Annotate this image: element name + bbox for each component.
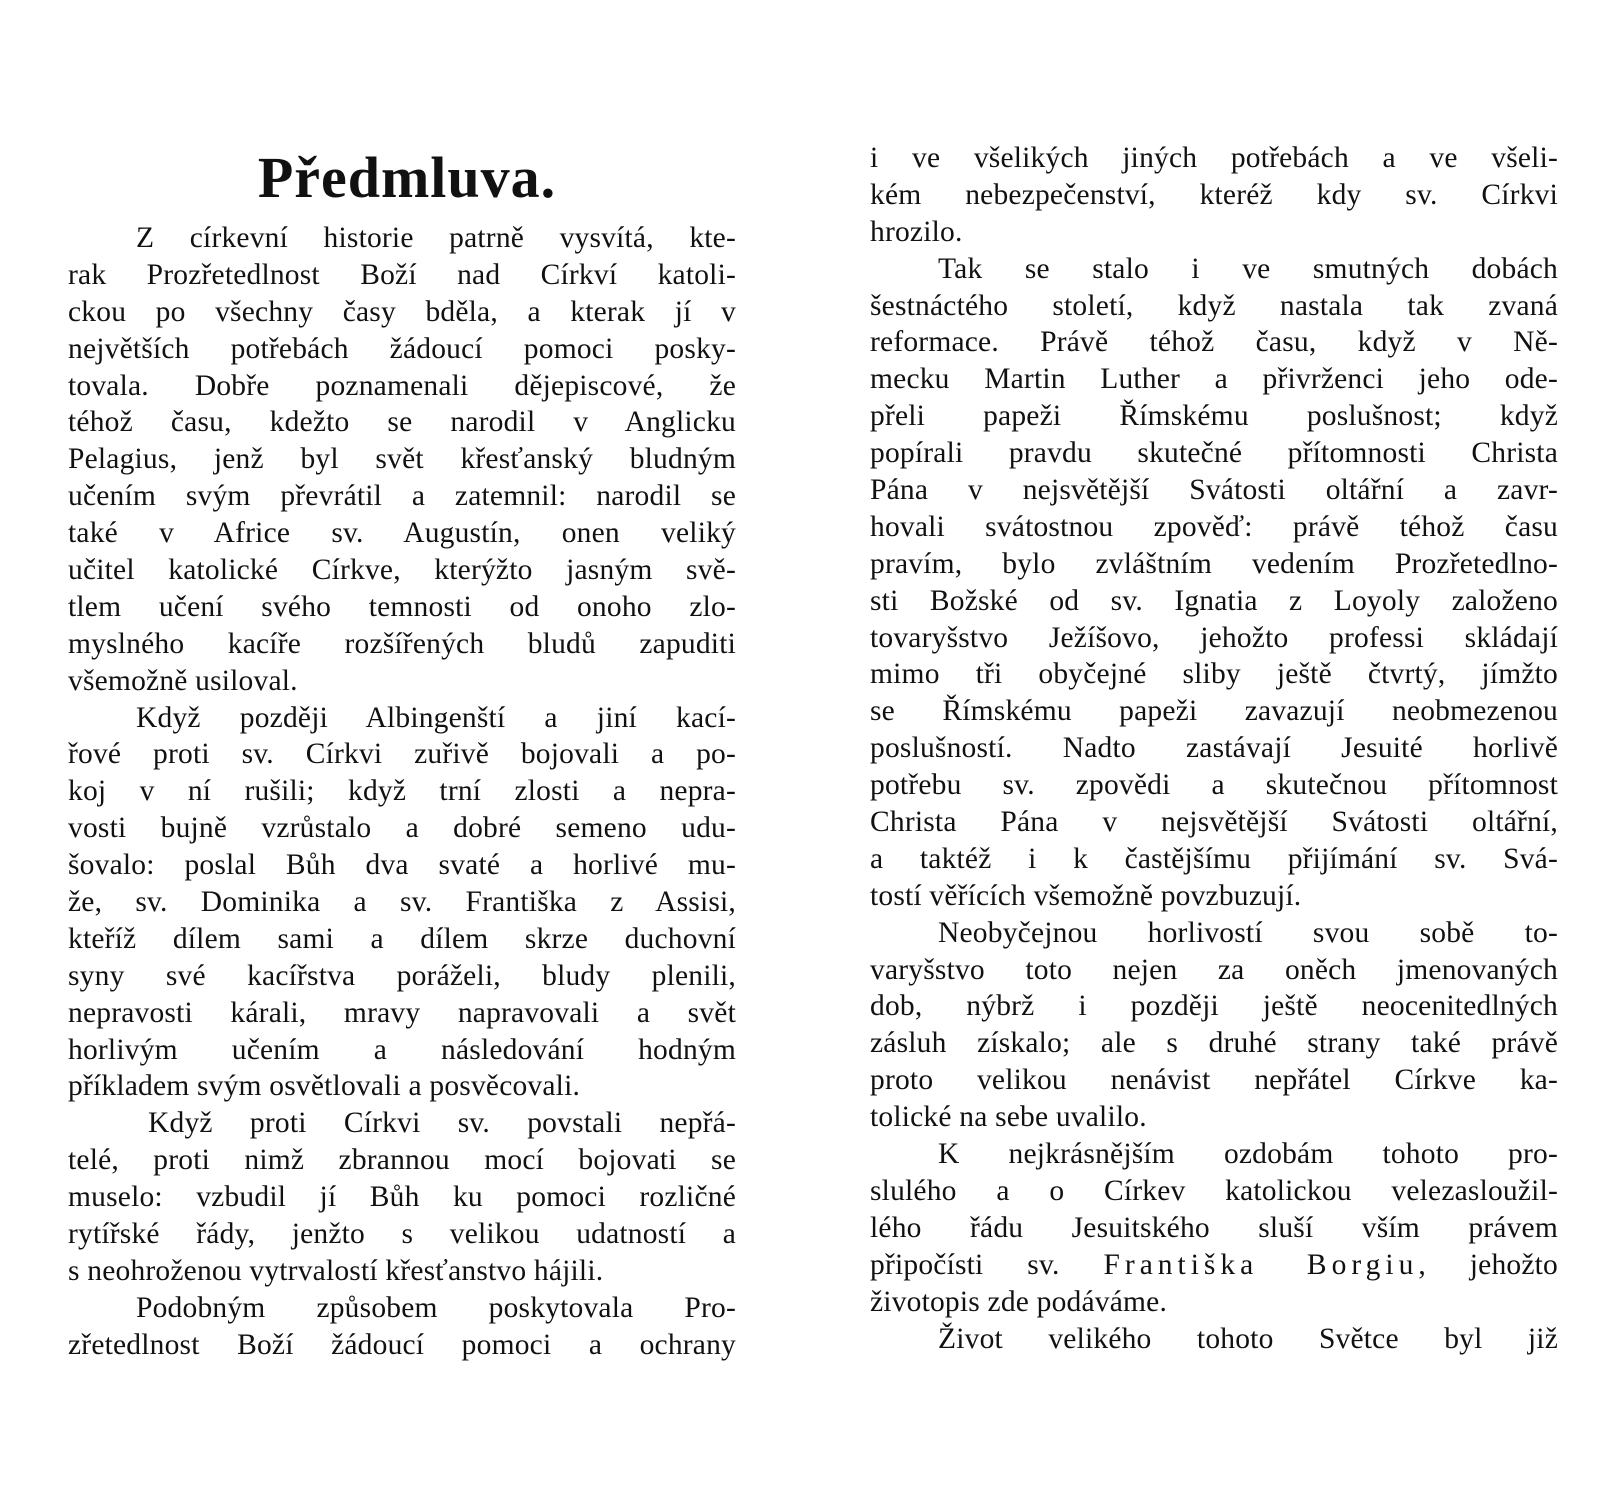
text-line: šovalo: poslal Bůh dva svaté a horlivé mu-: [68, 849, 736, 882]
text-line: nepravosti kárali, mravy napravovali a svět: [68, 996, 736, 1029]
text-line: že, sv. Dominika a sv. Františka z Assisi,: [68, 886, 736, 919]
text-line: učením svým převrátil a zatemnil: narodil se: [68, 480, 736, 513]
text-line: pravím, bylo zvláštním vedením Prozřetedlno-: [870, 547, 1558, 580]
text-line: se Římskému papeži zavazují neobmezenou: [870, 695, 1558, 728]
text-segment: , jehožto: [1418, 1248, 1559, 1281]
text-line: tovala. Dobře poznamenali dějepiscové, že: [68, 369, 736, 402]
text-segment: připočísti sv.: [870, 1248, 1060, 1281]
text-line: proto velikou nenávist nepřátel Církve ka-: [870, 1064, 1558, 1097]
text-line: učitel katolické Církve, kterýžto jasným svě-: [68, 554, 736, 587]
text-line: Podobným způsobem poskytovala Pro-: [136, 1291, 736, 1324]
text-line: ckou po všechny časy bděla, a kterak jí v: [68, 295, 736, 328]
text-line: tolické na sebe uvalilo.: [870, 1101, 1147, 1134]
text-line: hrozilo.: [870, 215, 963, 248]
text-line: popírali pravdu skutečné přítomnosti Christa: [870, 437, 1558, 470]
text-line: tlem učení svého temnosti od onoho zlo-: [68, 590, 736, 623]
text-line: hovali svátostnou zpověď: právě téhož času: [870, 510, 1558, 543]
text-line: kteříž dílem sami a dílem skrze duchovní: [68, 922, 736, 955]
text-line: poslušností. Nadto zastávají Jesuité horlivě: [870, 732, 1558, 765]
text-line: mecku Martin Luther a přivrženci jeho ode-: [870, 363, 1558, 396]
text-line: Když později Albingenští a jiní kací-: [136, 701, 736, 734]
text-line: téhož času, kdežto se narodil v Anglicku: [68, 406, 736, 439]
text-line: tostí věřících všemožně povzbuzují.: [870, 879, 1302, 912]
text-line: zásluh získalo; ale s druhé strany také právě: [870, 1027, 1558, 1060]
text-line: tovaryšstvo Ježíšovo, jehožto professi skládají: [870, 621, 1558, 654]
text-line: Když proti Církvi sv. povstali nepřá-: [148, 1107, 736, 1140]
text-line: rytířské řády, jenžto s velikou udatností a: [68, 1218, 736, 1251]
text-line: syny své kacířstva poráželi, bludy plenili,: [68, 959, 736, 992]
text-line: s neohroženou vytrvalostí křesťanstvo hájili.: [68, 1254, 604, 1287]
right-column: [870, 140, 1558, 1357]
text-line: i ve všelikých jiných potřebách a ve všeli-: [870, 142, 1558, 174]
text-line: horlivým učením a následování hodným: [68, 1033, 736, 1066]
text-line: a taktéž i k častějšímu přijímání sv. Svá-: [870, 842, 1558, 875]
text-line: muselo: vzbudil jí Bůh ku pomoci rozličné: [68, 1181, 736, 1214]
text-line: největších potřebách žádoucí pomoci posky-: [68, 332, 736, 365]
text-line: životopis zde podáváme.: [870, 1285, 1168, 1318]
text-line: Tak se stalo i ve smutných dobách: [938, 252, 1558, 285]
text-line: mimo tři obyčejné sliby ještě čtvrtý, jímžto: [870, 658, 1558, 691]
text-line: Pána v nejsvětější Svátosti oltářní a zavr-: [870, 474, 1558, 507]
text-line: myslného kacíře rozšířených bludů zapuditi: [68, 627, 736, 660]
page-title: Předmluva.: [257, 145, 557, 210]
text-line: Život velikého tohoto Světce byl již: [938, 1322, 1558, 1355]
text-line: řové proti sv. Církvi zuřivě bojovali a po-: [68, 738, 736, 771]
text-line: šestnáctého století, když nastala tak zvaná: [870, 289, 1558, 322]
text-line: potřebu sv. zpovědi a skutečnou přítomnost: [870, 769, 1558, 802]
text-line-mixed: [870, 1247, 1558, 1284]
text-line: reformace. Právě téhož času, když v Ně-: [870, 326, 1558, 359]
text-line: varyšstvo toto nejen za oněch jmenovaných: [870, 953, 1558, 986]
emphasized-name: Františka Borgiu: [1103, 1248, 1419, 1281]
text-line: přeli papeži Římskému poslušnost; když: [870, 400, 1558, 433]
text-line: také v Africe sv. Augustín, onen veliký: [68, 517, 736, 550]
text-line: rak Prozřetedlnost Boží nad Církví katoli-: [68, 258, 736, 291]
text-line: slulého a o Církev katolickou velezasloužil-: [870, 1174, 1558, 1207]
text-line: telé, proti nimž zbrannou mocí bojovati se: [68, 1144, 736, 1177]
text-line: vosti bujně vzrůstalo a dobré semeno udu-: [68, 812, 736, 845]
text-line: K nejkrásnějším ozdobám tohoto pro-: [938, 1138, 1558, 1171]
text-line: lého řádu Jesuitského sluší vším právem: [870, 1211, 1558, 1244]
text-line: zřetedlnost Boží žádoucí pomoci a ochrany: [68, 1328, 736, 1361]
text-line: Neobyčejnou horlivostí svou sobě to-: [938, 916, 1558, 949]
text-line: koj v ní rušili; když trní zlosti a nepra-: [68, 775, 736, 808]
left-column: [68, 140, 736, 1364]
text-line: kém nebezpečenství, kteréž kdy sv. Církvi: [870, 178, 1558, 211]
text-line: dob, nýbrž i později ještě neocenitedlných: [870, 990, 1558, 1023]
text-line: všemožně usiloval.: [68, 664, 298, 697]
text-line: příkladem svým osvětlovali a posvěcovali.: [68, 1070, 581, 1103]
text-line: sti Božské od sv. Ignatia z Loyoly založeno: [870, 584, 1558, 617]
text-line: Christa Pána v nejsvětější Svátosti oltářní,: [870, 806, 1558, 839]
text-line: Z církevní historie patrně vysvítá, kte-: [136, 222, 736, 254]
text-line: Pelagius, jenž byl svět křesťanský bludným: [68, 443, 736, 476]
